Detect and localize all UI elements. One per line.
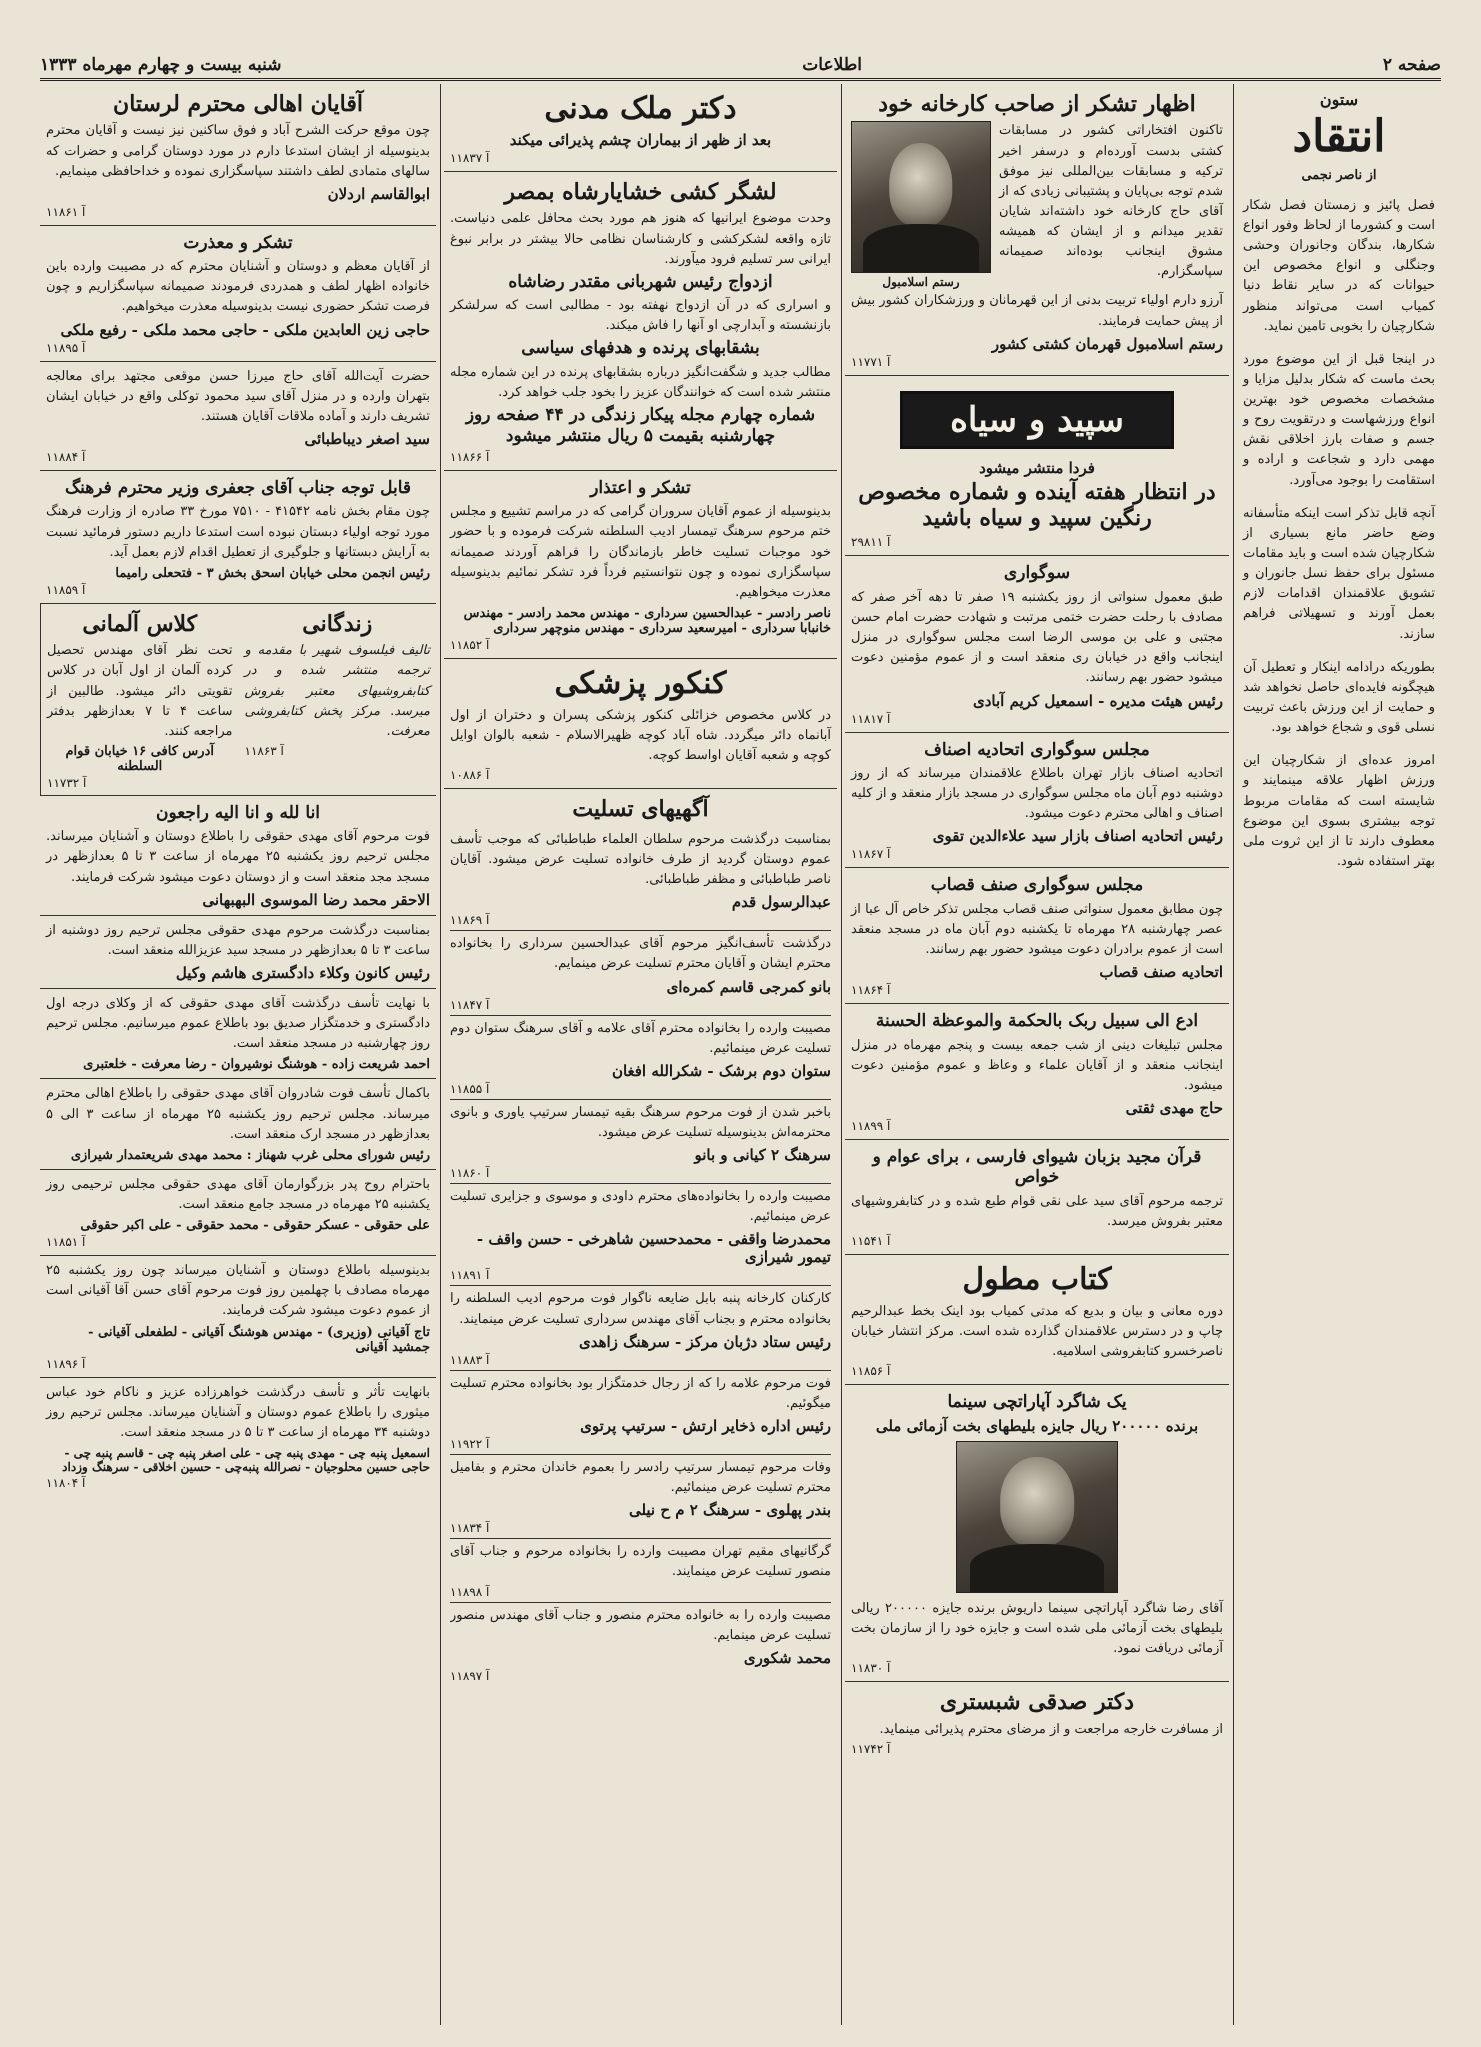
condolence-notice (450, 827, 831, 931)
ad-title: شماره چهارم مجله پیکار زندگی در ۴۴ صفحه روز چهارشنبه بقیمت ۵ ریال منتشر میشود (465, 405, 816, 446)
ad-title: قرآن مجید بزبان شیوای فارسی ، برای عوام و خواص (872, 1146, 1202, 1188)
ad-code: آ ۱۱۸۹۵ (46, 340, 86, 355)
notice-signature: بندر پهلوی - سرهنگ ۲ م ح نیلی (628, 1501, 831, 1520)
ad-code: آ ۱۱۷۷۱ (851, 354, 891, 369)
ad-title: قابل توجه جناب آقای جعفری وزیر محترم فرهنگ (64, 478, 412, 499)
notice-signature: محمد شکوری (743, 1648, 831, 1667)
ad-signature: حاج مهدی ثقتی (1125, 1098, 1223, 1117)
ad-body: بانهایت تأثر و تأسف درگذشت خواهرزاده عزیز و ناکام خود عباس میثوری را باطلاع عموم دوستان و آشنایان میرساند. مجلس ترحیم روز دوشنبه ۳۴ مهرماه از ساعت ۳ تا ۵ در مسجد منعقد است. (46, 1384, 430, 1440)
notice-code: آ ۱۱۸۶۰ (450, 1166, 490, 1181)
notice-signature: محمدرضا واقفی - محمدحسین شاهرخی - حسن واقف - تیمور شیرازی (476, 1230, 831, 1267)
ad-medical-concours (444, 659, 837, 789)
ad-signature: اسمعیل پنبه چی - مهدی پنبه چی - علی اصغر پنبه چی - قاسم پنبه چی - حاجی حسین محلوجیان - نصرالله پنبه‌چی - حسین اخلاقی - سرهنگ وزداد (62, 1446, 430, 1475)
ad-signature: حاجی زین العابدین ملکی - حاجی محمد ملکی - رفیع ملکی (60, 320, 430, 339)
ad-title: مجلس سوگواری اتحادیه اصناف (924, 739, 1150, 760)
notice-body: مصیبت وارده را به خانواده محترم منصور و جناب آقای مهندس منصور تسلیت عرض مینمایم. (450, 1607, 831, 1643)
ad-title: مجلس سوگواری صنف قصاب (930, 875, 1144, 896)
notice-code: آ ۱۱۸۹۸ (450, 1584, 490, 1599)
condolence-notice (450, 1455, 831, 1539)
ad-address: آدرس کافی ۱۶ خیابان قوام السلطنه (65, 743, 214, 774)
newspaper-name: اطلاعات (802, 55, 862, 75)
notice-body: کارکنان کارخانه پنبه بابل ضایعه ناگوار فوت مرحوم ادیب السلطنه را بخانواده محترم و بجناب آقای مهندس سرداری تسلیت عرض مینمایند. (450, 1291, 831, 1327)
ad-code: آ ۱۱۸۵۱ (46, 1235, 86, 1250)
ad-title: لشگر کشی خشایارشاه بمصر (504, 179, 777, 205)
condolence-notice (450, 1184, 831, 1286)
ad-body: آقای رضا شاگرد آپاراتچی سینما داریوش برنده جایزه ۲۰۰۰۰۰ ریالی بلیطهای بخت آزمائی ملی شده است و جایزه خود را از سازمان بخت آزمائی دریافت نمود. (851, 1600, 1223, 1657)
ad-obituary (40, 796, 436, 916)
critique-title: انتقاد (1292, 111, 1386, 162)
ad-signature: ناصر رادسر - عبدالحسین سرداری - مهندس محمد رادسر - مهندس خانبابا سرداری - امیرسعید سرداری - مهندس منوچهر سرداری (463, 606, 831, 637)
notice-body: وفات مرحوم تیمسار سرتیپ رادسر را بعموم خاندان محترم و بفامیل محترم تسلیت عرض مینمائیم. (450, 1459, 831, 1496)
ad-mourning (845, 556, 1229, 732)
ad-body: باحترام روح پدر بزرگوارمان آقای مهدی حقوقی مجلس ترحیمی روز یکشنبه ۲۵ مهرماه در مسجد جامع منعقد است. (46, 1176, 430, 1213)
ad-code: آ ۱۱۸۶۷ (851, 847, 891, 862)
ad-body: با نهایت تأسف درگذشت آقای مهدی حقوقی که از وکلای درجه اول دادگستری و خدمتگزار صدیق بود باطلاع عموم میرسانیم. مجلس ترحیم روز چهارشنبه در مسجد منعقد است. (46, 996, 430, 1052)
notice-signature: رئیس ستاد دژبان مرکز - سرهنگ زاهدی (578, 1332, 831, 1351)
ad-body: تحت نظر آقای مهندس تحصیل کرده آلمان از اول آبان در کلاس تقویتی دائر میشود. طالبین از ساعت ۴ تا ۷ بعدازظهر بدفتر مراجعه کنند. (47, 643, 233, 739)
ad-subtitle: فردا منتشر میشود (979, 458, 1095, 477)
photo-caption: رستم اسلامبول (882, 275, 960, 290)
notice-code: آ ۱۱۸۶۹ (450, 913, 490, 928)
ad-title: یک شاگرد آپاراتچی سینما (947, 1392, 1127, 1413)
ad-body: دوره معانی و بیان و بدیع که مدتی کمیاب بود اینک بخط عبدالرحیم چاپ و در دسترس علاقمندان گذارده شده است. مرکز انتشار خیابان ناصرخسرو کتابفروشی اسلامیه. (851, 1304, 1223, 1360)
ad-code: آ ۱۱۸۱۷ (851, 711, 891, 726)
notice-code: آ ۱۱۸۳۴ (450, 1521, 490, 1536)
ad-body: باکمال تأسف فوت شادروان آقای مهدی حقوقی را باطلاع اهالی محترم میرساند. مجلس ترحیم روز یکشنبه ۲۵ مهرماه از ساعت ۳ الی ۵ بعدازظهر در مسجد ارک منعقد است. (46, 1086, 430, 1142)
ad-title: تشکر و معذرت (183, 232, 293, 253)
critique-paragraph: در اینجا قبل از این موضوع مورد بحث ماست که شکار بدلیل مزایا و مشخصات مخصوص خود بهترین انواع ورزشهاست و درتقویت روح و جسم و صفات بارز اخلاقی نقش مهمی دارد و شجاعت و اراده و استقامت را بوجود می‌آورد. (1243, 351, 1435, 488)
ad-title: تشکر و اعتذار (590, 477, 691, 498)
notice-code: آ ۱۱۸۸۳ (450, 1352, 490, 1367)
ad-title: کنکور پزشکی (554, 666, 727, 702)
ad-bar-association (40, 916, 436, 989)
ad-body: آرزو دارم اولیاء تربیت بدنی از این قهرمانان و ورزشکاران کشور بیش از پیش حمایت فرمایند. (851, 293, 1223, 329)
ad-body: طبق معمول سنواتی از روز یکشنبه ۱۹ صفر تا دهه آخر صفر که مصادف با رحلت حضرت ختمی مرتبت و شهادت حضرت امام حسن مجتبی و علی بن موسی الرضا است مجلس سوگواری در منزل اینجانب واقع در خیابان ری منعقد است و از عموم مؤمنین دعوت میشود حضور بهم رسانند. (851, 589, 1223, 686)
ad-code: آ ۱۱۸۶۳ (244, 743, 284, 758)
ad-title: کلاس آلمانی (82, 610, 198, 637)
page-header (40, 52, 1441, 81)
ad-signature: رئیس هیئت مدیره - اسمعیل کریم آبادی (973, 691, 1223, 710)
ad-signature: رئیس اتحادیه اصناف بازار سید علاءالدین تقوی (932, 827, 1223, 846)
ad-title: در انتظار هفته آینده و شماره مخصوص رنگین سپید و سیاه باشید (858, 478, 1216, 532)
notice-code: آ ۱۱۸۵۵ (450, 1081, 490, 1096)
ad-pair (40, 604, 436, 796)
condolence-notice (450, 1603, 831, 1686)
ad-title: دکتر ملک مدنی (544, 91, 737, 126)
ad-signature: رئیس کانون وکلاء دادگستری هاشم وکیل (175, 964, 430, 983)
ad-body: چون موقع حرکت الشرح آباد و فوق ساکنین نیز نیست و آقایان محترم بدینوسیله از ایشان استدعا دارم در مورد دوستان گرامی و حضرات که سالهای متمادی لطف داشتند سپاسگزاری نموده و خداحافظی مینمایم. (46, 123, 430, 179)
ad-body: حضرت آیت‌الله آقای حاج میرزا حسن موقعی مجتهد برای معالجه بتهران وارده و در منزل آقای سید محمود توکلی واقع در خیابان ایشان تشریف دارند و آماده ملاقات آقایان هستند. (46, 368, 430, 424)
ad-religious-meeting (845, 1004, 1229, 1140)
condolence-section (444, 789, 837, 1691)
condolence-notice (450, 1100, 831, 1184)
ad-title: ادع الی سبیل ربک بالحکمة والموعظة الحسنة (875, 1011, 1199, 1032)
ad-signature: سید اصغر دیباطبائی (304, 430, 430, 449)
ad-thanks-maleki (40, 226, 436, 362)
notice-signature: بانو کمرجی قاسم کمره‌ای (666, 977, 831, 996)
ad-wrestler-thanks (845, 84, 1229, 376)
notice-body: مصیبت وارده را بخانواده محترم آقای علامه و آقای سرهنگ ستوان دوم تسلیت عرض مینمائیم. (450, 1020, 831, 1056)
magazine-banner: سپید و سیاه (900, 391, 1174, 449)
ad-title: کتاب مطول (962, 1262, 1112, 1298)
ad-body: وحدت موضوع ایرانیها که هنوز هم مورد بحث محافل علمی دنیاست. تازه واقعه لشکرکشی و کارشناسان نظامی حالا بیشتر در برابر نبوغ ایرانی سر تسلیم فرود میآورند. (450, 211, 831, 267)
ad-lorestan (40, 84, 436, 226)
ad-council-notice (40, 1079, 436, 1169)
ad-body: مطالب جدید و شگفت‌انگیز درباره بشقابهای پرنده در این شماره مجله منتشر شده است که خوانندگان عزیز را بخود جلب خواهد کرد. (450, 364, 831, 401)
ad-title: زندگانی (302, 610, 373, 637)
notice-body: باخبر شدن از فوت مرحوم سرهنگ بقیه تیمسار سرتیپ یاوری و بانوی محترمه‌اش بدینوسیله تسلیت عرض میشود. (450, 1104, 831, 1140)
condolence-notice (450, 931, 831, 1015)
notice-signature: رئیس اداره ذخایر ارتش - سرتیپ پرتوی (580, 1416, 831, 1435)
issue-date: شنبه بیست و چهارم مهرماه ۱۳۳۳ (40, 55, 282, 75)
winner-photo (956, 1441, 1118, 1593)
ad-zendegani (239, 604, 437, 795)
notice-code: آ ۱۱۹۲۲ (450, 1436, 490, 1451)
ad-code: آ ۲۹۸۱۱ (851, 535, 891, 550)
condolence-notice (450, 1539, 831, 1602)
ad-code: آ ۱۱۸۰۴ (46, 1476, 86, 1491)
ad-body: تالیف فیلسوف شهیر با مقدمه و ترجمه منتشر شده و در کتابفروشیهای معتبر بفروش میرسد. مرکز پخش کتابفروشی معرفت. (244, 643, 430, 739)
critique-paragraph: امروز عده‌ای از شکارچیان این ورزش اظهار علاقه مینمایند و شایسته است که مقامات مربوط توجه بیشتری بسوی این موضوع معطوف دارند تا از این ثروت ملی بهتر استفاده شود. (1243, 753, 1435, 870)
ad-code: آ ۱۱۸۵۶ (851, 1364, 891, 1379)
ad-guild-mourning (845, 733, 1229, 869)
ad-signature: ابوالقاسم اردلان (327, 184, 430, 203)
ad-signature: رئیس شورای محلی غرب شهناز : محمد مهدی شریعتمدار شیرازی (70, 1147, 430, 1163)
ad-body: از مسافرت خارجه مراجعت و از مرضای محترم پذیرائی مینماید. (879, 1721, 1223, 1737)
ad-body: و اسراری که در آن ازدواج نهفته بود - مطالبی است که سرلشکر بازنشسته و آبدارچی او آنها را فاش میکند. (450, 298, 831, 334)
ad-title: اظهار تشکر از صاحب کارخانه خود (878, 91, 1196, 117)
ad-code: آ ۱۱۸۹۶ (46, 1356, 86, 1371)
ad-doctor-madani (444, 84, 837, 172)
notice-signature: سرهنگ ۲ کیانی و بانو (694, 1146, 831, 1165)
ad-signature: الاحقر محمد رضا الموسوی البهبهانی (202, 890, 430, 909)
ad-title: ازدواج رئیس شهربانی مقتدر رضاشاه (508, 271, 773, 292)
page-number: صفحه ۲ (1382, 55, 1441, 75)
ad-body: چون مقام بخش نامه ۴۱۵۴۲ - ۷۵۱۰ مورخ ۳۳ صادره از وزارت فرهنگ مورد توجه اولیاء دبستان نبوده است استدعا داریم دستور فرمائید نسبت به آرایش دبستانها و جلوگیری از تعطیل اقدام لازم بعمل آید. (46, 504, 430, 560)
ad-signature: رئیس انجمن محلی خیابان اسحق بخش ۳ - فتحعلی رامیما (115, 565, 430, 581)
ad-code: آ ۱۱۸۵۹ (46, 582, 86, 597)
ad-code: آ ۱۱۸۶۱ (46, 204, 86, 219)
ad-title: آقایان اهالی محترم لرستان (113, 91, 363, 117)
ad-thanks-apology (444, 471, 837, 659)
ad-family-memorial (40, 1170, 436, 1256)
notice-code: آ ۱۱۸۹۱ (450, 1268, 490, 1283)
ad-signature: رستم اسلامبول قهرمان کشتی کشور (991, 334, 1223, 353)
ad-peykar-magazine (444, 172, 837, 471)
ad-body: بدینوسیله باطلاع دوستان و آشنایان میرساند چون روز یکشنبه ۲۵ مهرماه مصادف با چهلمین روز فوت مرحوم آقای حسن آقا آقیانی است از عموم دعوت میشود شرکت فرمایند. (46, 1263, 430, 1319)
critique-paragraph: فصل پائیز و زمستان فصل شکار است و کشورما از لحاظ وفور انواع شکارها، بندگان وجانوران وحشی وجنگلی و انواع مخصوص این حیوانات که در سایر نقاط دنیا کمیاب است می‌تواند منظور شکارچیان را بخوبی تامین نماید. (1243, 197, 1435, 334)
condolence-notice (450, 1286, 831, 1370)
notice-code: آ ۱۱۸۴۷ (450, 997, 490, 1012)
ad-culture-minister (40, 471, 436, 604)
ad-code: آ ۱۱۷۳۲ (47, 775, 87, 790)
ad-subtitle: برنده ۲۰۰۰۰۰ ریال جایزه بلیطهای بخت آزمائی ملی (875, 1416, 1199, 1435)
ad-code: آ ۱۱۸۸۴ (46, 450, 86, 465)
notice-body: بمناسبت درگذشت مرحوم سلطان العلماء طباطبائی که موجب تأسف عموم دوستان گردید از طرف خانواده تسلیت عرض میشود. آقایان ناصر طباطبائی و مظفر طباطبائی. (450, 831, 831, 888)
notice-body: فوت مرحوم علامه را که از رجال خدمتگزار بود بخانواده محترم تسلیت میگوئیم. (450, 1375, 831, 1411)
condolence-notice (450, 1016, 831, 1100)
notice-signature: ستوان دوم برشک - شکرالله افغان (611, 1061, 831, 1080)
ad-signature: احمد شریعت زاده - هوشنگ نوشیروان - رضا معرفت - خلعتبری (83, 1057, 430, 1073)
ad-code: آ ۱۱۵۴۱ (851, 1234, 891, 1249)
column-ads-4 (40, 84, 436, 2025)
column-critique (1237, 84, 1441, 2025)
critique-paragraph: بطوریکه درادامه اینکار و تعطیل آن هیچگونه فایده‌ای حاصل نخواهد شد و حمایت از این ورزش باعث تربیت نسلی قوی و شجاع خواهد بود. (1243, 659, 1435, 736)
ad-body: در کلاس مخصوص خزائلی کنکور پزشکی پسران و دختران از اول آبانماه دائر میگردد. شاه آباد کوچه ظهیرالاسلام - شعبه بالوان اوایل کوچه و شعبه آقایان اواسط کوچه. (450, 708, 831, 764)
notice-body: درگذشت تأسف‌انگیز مرحوم آقای عبدالحسین سرداری را بخانواده محترم ایشان و آقایان محترم تسلیت عرض مینمایم. (450, 936, 831, 972)
ad-signature: تاج آقیانی (وزیری) - مهندس هوشنگ آقیانی - لطفعلی آقیانی - جمشید آقیانی (88, 1324, 430, 1355)
ad-body: بدینوسیله از عموم آقایان سروران گرامی که در مراسم تشییع و مجلس ختم مرحوم سرهنگ تیمسار ادیب السلطنه شرکت فرموده و با حضور خود موجبات تسلیت خاطر بازماندگان را فراهم آوردند صمیمانه سپاسگزاری نموده و چون نتوانستیم فرداً فرد تشکر نمائیم بدینوسیله معذرت میخواهیم. (450, 504, 831, 600)
ad-signature: اتحادیه صنف قصاب (1099, 963, 1223, 982)
ad-quran (845, 1140, 1229, 1255)
column-label: ستون (1319, 90, 1359, 109)
ad-ayatollah-visit (40, 362, 436, 471)
ad-code: آ ۱۰۸۸۶ (450, 768, 490, 783)
ad-subtitle: بعد از ظهر از بیماران چشم پذیرائی میکند (509, 131, 772, 149)
ad-butchers-mourning (845, 868, 1229, 1004)
ad-body: تاکنون افتخاراتی کشور در مسابقات کشتی بدست آورده‌ام و درسفر اخیر ترکیه و مسابقات بین‌المللی نیز موفق شدم توجه بی‌پایان و پشتیبانی زیادی که از آقای حاج کارخانه خود داشته‌اند شایان تقدیر میدانم و از ایشان که همیشه مشوق اینجانب بوده‌اند صمیمانه سپاسگزارم. (999, 123, 1223, 280)
ad-code: آ ۱۱۷۴۲ (851, 1741, 891, 1756)
ad-doctor-shabestari (845, 1682, 1229, 1762)
ad-lawyers-notice (40, 989, 436, 1079)
condolence-notice (450, 1371, 831, 1455)
ad-german-class (40, 604, 239, 795)
ad-code: آ ۱۱۸۶۶ (450, 449, 490, 464)
ad-code: آ ۱۱۸۳۰ (851, 1661, 891, 1676)
notice-signature: عبدالرسول قدم (731, 893, 831, 912)
ad-signature: علی حقوقی - عسکر حقوقی - محمد حقوقی - علی اکبر حقوقی (80, 1218, 430, 1234)
ad-code: آ ۱۱۸۶۴ (851, 983, 891, 998)
column-ads-3 (444, 84, 837, 2025)
ad-body: مجلس تبلیغات دینی از شب جمعه بیست و پنجم مهرماه در منزل اینجانب منعقد و از آقایان علماء و وعاظ و عموم مؤمنین دعوت میشود. (851, 1037, 1223, 1093)
ad-lottery-winner (845, 1385, 1229, 1682)
column-rule (841, 84, 842, 2025)
ad-body: فوت مرحوم آقای مهدی حقوقی را باطلاع دوستان و آشنایان میرساند. مجلس ترحیم روز یکشنبه ۲۵ مهرماه از ساعت ۳ تا ۵ بعدازظهر در مسجد مجد منعقد است و از دوستان دعوت میشود شرکت فرمایند. (46, 829, 430, 885)
ad-title: سوگواری (1003, 563, 1071, 584)
ad-body: چون مطابق معمول سنواتی صنف قصاب مجلس تذکر خاص آل عبا از عصر چهارشنبه ۲۸ مهرماه تا یکشنبه دوم آبان ماه در مسجد منعقد است از عموم برادران دعوت میشود حضور بهم رسانند. (851, 901, 1223, 958)
ad-body: از آقایان معظم و دوستان و آشنایان محترم که در مصیبت وارده باین خانواده اظهار لطف و همدردی فرمودند صمیمانه سپاسگزاریم و چون فرصت تشکر حضوری نیست بدینوسیله معذرت میخواهیم. (46, 259, 430, 315)
ad-title: انا لله و انا الیه راجعون (155, 802, 321, 823)
ad-body: بمناسبت درگذشت مرحوم مهدی حقوقی مجلس ترحیم روز دوشنبه از ساعت ۳ تا ۵ بعدازظهر در مسجد سید عزیزالله منعقد است. (46, 922, 430, 958)
notice-body: مصیبت وارده را بخانواده‌های محترم داودی و موسوی و جزایری تسلیت عرض مینمائیم. (450, 1189, 831, 1225)
ad-code: آ ۱۱۸۵۲ (450, 638, 490, 653)
column-rule (1233, 84, 1234, 2025)
wrestler-photo (851, 121, 991, 273)
column-ads-2 (845, 84, 1229, 2025)
notice-code: آ ۱۱۸۹۷ (450, 1668, 490, 1683)
critique-author: از ناصر نجمی (1301, 167, 1377, 183)
notice-body: گرگانیهای مقیم تهران مصیبت وارده را بخانواده مرحوم و جناب آقای منصور تسلیت عرض مینمایند. (450, 1544, 831, 1580)
critique-paragraph: آنچه قابل تذکر است اینکه متأسفانه وضع حاضر مانع بسیاری از شکارچیان شده است و باید مقامات مسئول برای حفظ نسل جانوران و تشویق علاقمندان اقدامات لازم بعمل آورند و تسهیلاتی فراهم سازند. (1243, 505, 1435, 642)
ad-sepid-siah (845, 376, 1229, 557)
ad-nephew-memorial (40, 1378, 436, 1496)
ad-code: آ ۱۱۸۳۷ (450, 151, 490, 165)
ad-body: ترجمه مرحوم آقای سید علی نقی قوام طبع شده و در کتابفروشیهای معتبر بفروش میرسد. (851, 1193, 1223, 1229)
column-rule (440, 84, 441, 2025)
ad-title: بشقابهای پرنده و هدفهای سیاسی (521, 338, 760, 359)
ad-forty-day-memorial (40, 1256, 436, 1377)
ad-code: آ ۱۱۸۹۹ (851, 1118, 891, 1133)
ad-title: دکتر صدقی شبستری (939, 1689, 1135, 1716)
ad-body: اتحادیه اصناف بازار تهران باطلاع علاقمندان میرساند که از روز دوشنبه دوم آبان ماه مجلس سوگواری در مسجد بازار منعقد و از کلیه اصناف و اهالی محترم دعوت میشود. (851, 765, 1223, 822)
section-title: آگهیهای تسلیت (572, 796, 709, 823)
ad-book-motavval (845, 1255, 1229, 1385)
